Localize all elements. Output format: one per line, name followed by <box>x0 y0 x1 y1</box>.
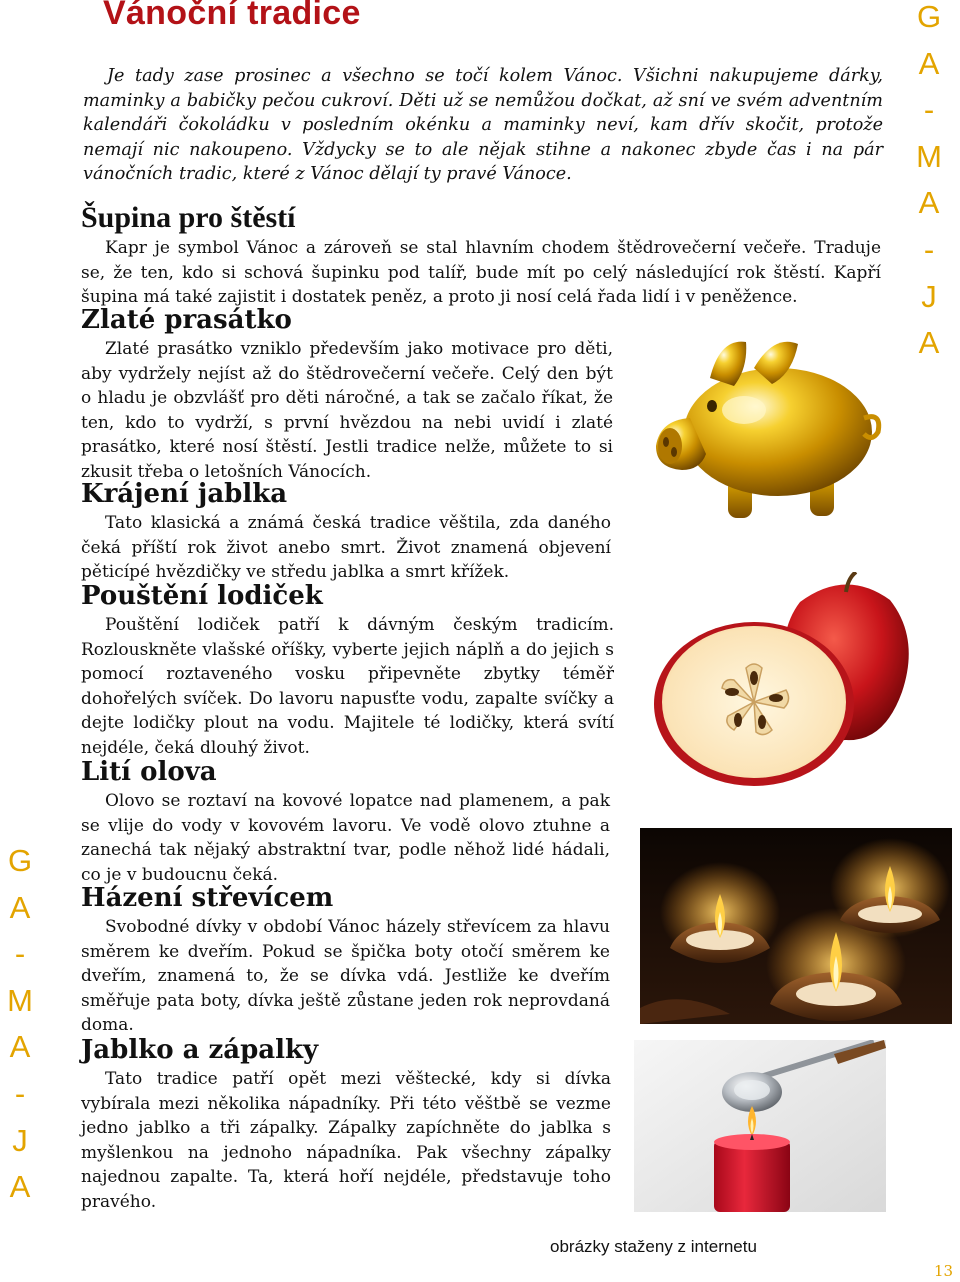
section-text: Svobodné dívky v období Vánoc házely střevícem za hlavu směrem ke dveřím. Pokud se špička boty otočí směrem ke dveřím, znamená to, že se dívka vdá. Jestliže ke dveřím směřuje pata boty, dívka ještě zůstane jeden rok neprovdaná doma. <box>81 917 610 1036</box>
cut-apple-image <box>650 572 912 790</box>
section-heading: Krájení jablka <box>81 479 288 509</box>
section-text: Pouštění lodiček patří k dávným českým tradicím. Rozlouskněte vlašské oříšky, vyberte jejich náplň a do jejich s pomocí roztaveného vosku připevněte zbytky téměř dohořelých svíček. Do lavoru napusťte vodu, zapalte svíčky a dejte lodičky plout na vodu. Majitele té lodičky, která svítí nejdéle, čeká dlouhý život. <box>81 615 614 758</box>
section-heading: Šupina pro štěstí <box>81 201 296 234</box>
section-heading: Házení střevícem <box>81 883 334 913</box>
section-heading: Zlaté prasátko <box>81 305 292 335</box>
vertical-letter: - <box>14 936 26 972</box>
vertical-letter: G <box>7 843 33 878</box>
vertical-text-left <box>0 838 40 1211</box>
vertical-letter: A <box>9 889 31 925</box>
vertical-letter: J <box>921 278 937 314</box>
image-credit: obrázky staženy z internetu <box>550 1237 757 1256</box>
vertical-letter: M <box>7 982 33 1018</box>
section-supina <box>81 200 881 310</box>
section-jablko-a-zapalky <box>81 1034 611 1215</box>
section-text: Tato tradice patří opět mezi věštecké, kdy si dívka vybírala mezi několika nápadníky. Při této věštbě se vezme jedno jablko a tři zápalky. Zápalky zapíchněte do jablka s myšlenkou na jednoho nápadníka. Pak všechny zápalky najednou zapalte. Ta, která hoří nejdéle, představuje toho pravého. <box>81 1069 611 1212</box>
vertical-letter: A <box>918 325 940 361</box>
page-title: Vánoční tradice <box>103 0 361 32</box>
section-pousteni-lodicek <box>81 580 614 761</box>
vertical-letter: - <box>923 92 935 128</box>
vertical-letter: - <box>923 231 935 267</box>
section-krajeni-jablka <box>81 478 611 585</box>
section-heading: Pouštění lodiček <box>81 581 323 611</box>
vertical-letter: G <box>916 0 942 34</box>
section-text: Tato klasická a známá česká tradice věštila, zda daného čeká příští rok život anebo smrt. Život znamená objevení pěticípé hvězdičky ve středu jablka a smrt křížek. <box>81 513 611 583</box>
section-hazeni-strevicem <box>81 882 610 1038</box>
section-zlate-prasatko <box>81 304 613 485</box>
vertical-letter: M <box>916 138 942 174</box>
page-number: 13 <box>934 1262 954 1280</box>
vertical-letter: A <box>918 185 940 221</box>
vertical-letter: A <box>9 1029 31 1065</box>
vertical-text-right <box>909 0 949 367</box>
section-liti-olova <box>81 756 610 887</box>
section-text: Zlaté prasátko vzniklo především jako motivace pro děti, aby vydržely nejíst až do štědrovečerní večeře. Celý den být o hladu je obzvlášť pro děti náročné, a tak se začalo říkat, že ten, kdo to vydrží, s první hvězdou na nebi uvidí i zlaté prasátko, které nosí štěstí. Jestli tradice nelže, můžete to si zkusit třeba o letošních Vánocích. <box>81 339 613 482</box>
vertical-letter: A <box>9 1169 31 1205</box>
section-text: Kapr je symbol Vánoc a zároveň se stal hlavním chodem štědrovečerní večeře. Traduje se, že ten, kdo si schová šupinku pod talíř, bude mít po celý následující rok štěstí. Kapří šupina má také zajistit i dostatek peněz, a proto ji nosí celá řada lidí i v peněžence. <box>81 238 881 308</box>
vertical-letter: - <box>14 1075 26 1111</box>
section-text: Olovo se roztaví na kovové lopatce nad plamenem, a pak se vlije do vody v kovovém lavoru. Ve vodě olovo ztuhne a zanechá tak nějaký abstraktní tvar, podle něhož lidé hádali, co je v budoucnu čeká. <box>81 791 610 885</box>
section-heading: Lití olova <box>81 757 217 787</box>
golden-piggy-bank-image <box>650 328 885 533</box>
intro-paragraph: Je tady zase prosinec a všechno se točí kolem Vánoc. Všichni nakupujeme dárky, maminky a babičky pečou cukroví. Děti už se nemůžou dočkat, až sní ve svém adventním kalendáři čokoládku v posledním okénku a maminky neví, kam dřív skočit, protože nemají nic nakoupeno. Vždycky se to ale nějak stihne a nakonec zbyde čas i na pár vánočních tradic, které z Vánoc dělají ty pravé Vánoce. <box>83 66 883 185</box>
lead-pouring-image <box>634 1040 886 1212</box>
vertical-letter: J <box>12 1122 28 1158</box>
section-heading: Jablko a zápalky <box>81 1035 319 1065</box>
walnut-candles-image <box>640 828 952 1024</box>
vertical-letter: A <box>918 45 940 81</box>
